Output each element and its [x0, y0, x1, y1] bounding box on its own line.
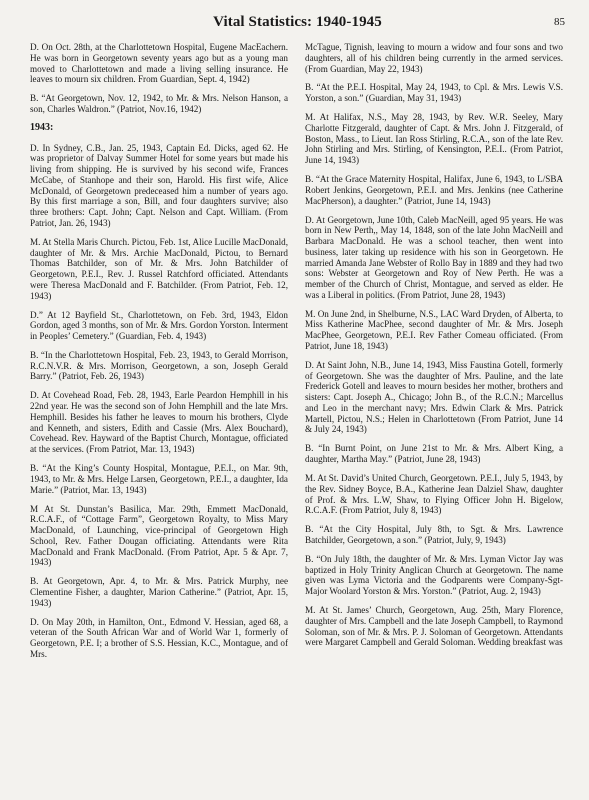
entry-macdonald-marriage: M At St. Dunstan’s Basilica, Mar. 29th, Emmett MacDonald, R.C.A.F., of “Cottage Farm”, Georgetown Royalty, to Miss Mary MacDonald, of Launching, vice-principal of Georgetown High School, Rev. Father Dougan officiating. Attendants were Rita MacDonald and Frank MacDonald. (From Patriot, Apr. 5 & Apr. 7, 1943) [30, 503, 288, 568]
entry-murphy-birth: B. At Georgetown, Apr. 4, to Mr. & Mrs. Patrick Murphy, nee Clementine Fisher, a daughter, Marion Catherine.” (Patriot, Apr. 15, 1943) [30, 576, 288, 608]
entry-shaw-bigelow-marriage: M. At St. David’s United Church, Georgetown. P.E.I., July 5, 1943, by the Rev. Sidney Boyce, B.A., Katherine Jean Dalziel Shaw, daughter of Prof. & Mrs. L.W, Shaw, to Flying Officer John H. Bigelow, R.C.A.F. (From Patriot, July 8, 1943) [305, 473, 563, 516]
year-heading-1943: 1943: [30, 121, 54, 133]
entry-campbell-soloman-marriage: M. At St. James’ Church, Georgetown, Aug. 25th, Mary Florence, daughter of Mrs. Campbell and the late Joseph Campbell, to Raymond Soloman, son of Mr. & Mrs. P. J. Soloman of Georgetown. Attendants were Margaret Campbell and Gerald Soloman. Wedding breakfast was [305, 605, 563, 648]
entry-jay-baptism: B. “On July 18th, the daughter of Mr. & Mrs. Lyman Victor Jay was baptized in Holy Trinity Anglican Church at Georgetown. The name given was Lyma Victoria and the Godparents were Company-Sgt-Major Woolard Yorston & Mrs. Yorston.” (Patriot, Aug. 2, 1943) [305, 553, 563, 597]
page-number: 85 [554, 16, 565, 28]
entry-eugene-maceachern: D. On Oct. 28th, at the Charlottetown Hospital, Eugene MacEachern. He was born in Georgetown seventy years ago but as a young man moved to Charlottetown and made a living selling insurance. He leaves to mourn six children. From Guardian, Sept. 4, 1942) [30, 42, 288, 85]
page-title: Vital Statistics: 1940-1945 [213, 14, 382, 30]
entry-king-birth: B. “In Burnt Point, on June 21st to Mr. & Mrs. Albert King, a daughter, Martha May.” (Patriot, June 28, 1943) [305, 443, 563, 465]
entry-yorston-birth: B. “At the P.E.I. Hospital, May 24, 1943, to Cpl. & Mrs. Lewis V.S. Yorston, a son.” (Guardian, May 31, 1943) [305, 82, 563, 104]
entry-macdonald-batchilder-marriage: M. At Stella Maris Church. Pictou, Feb. 1st, Alice Lucille MacDonald, daughter of Mr. & Mrs. Archie MacDonald, Pictou, to Bernard Thomas Batchilder, son of Mr. & Mrs. John Batchilder of Georgetown, P.E.I., Rev. J. Russel Ratchford officiated. Attendants were Theresa MacDonald and F. Batchilder. (From Patriot, Feb. 12, 1943) [30, 236, 288, 301]
page-header [30, 14, 565, 34]
right-column [305, 42, 563, 656]
entry-hessian-death: D. On May 20th, in Hamilton, Ont., Edmond V. Hessian, aged 68, a veteran of the South African War and of World War 1, formerly of Georgetown, P.E. I; a brother of S.S. Hessian, K.C., Montague, and of Mrs. [30, 616, 288, 659]
entry-jenkins-birth: B. “At the Grace Maternity Hospital, Halifax, June 6, 1943, to L/SBA Robert Jenkins, Georgetown, P.E.I. and Mrs. Jenkins (nee Catherine MacPherson), a daughter.” (Patriot, June 14, 1943) [305, 174, 563, 206]
entry-faustina-gotell: D. At Saint John, N.B., June 14, 1943, Miss Faustina Gotell, formerly of Georgetown. She was the daughter of Mrs. Pauline, and the late Frederick Gotell and leaves to mourn besides her mother, brothers and sisters: Capt. Joseph A., Chicago; John B., of the R.C.N.; Marcellus and Leo in the merchant navy; Mrs. Edwin Clark & Mrs. Patrick Martell, Pictou, N.S.; Helen in Charlottetown (From Patriot, June 14 & July 24, 1943) [305, 359, 563, 435]
entry-ed-dicks: D. In Sydney, C.B., Jan. 25, 1943, Captain Ed. Dicks, aged 62. He was proprietor of Dalvay Summer Hotel for some years but made his living from shipping. He is survived by his second wife, Frances McCabe, of Stanhope and their son, Harold. His first wife, Alice McDonald, of Georgetown predeceased him a number of years ago. By this first marriage a son, Bill, and four daughters survive; also three brothers: Capt. John; Capt. Nelson and Capt. William. (From Patriot, Jan. 26, 1943) [30, 142, 288, 228]
entry-eldon-yorston: D.” At 12 Bayfield St., Charlottetown, on Feb. 3rd, 1943, Eldon Gordon, aged 3 months, son of Mr. & Mrs. Gordon Yorston. Interment in Peoples’ Cemetery.” (Guardian, Feb. 4, 1943) [30, 309, 288, 341]
entry-earle-hemphill: D. At Covehead Road, Feb. 28, 1943, Earle Peardon Hemphill in his 22nd year. He was the second son of John Hemphill and the late Mrs. Hemphill. Besides his father he leaves to mourn his brothers, Clyde and Kenneth, and sisters, Edith and Cassie (Mrs. Alex Bouchard), Covehead. Rev. Hayward of the Baptist Church, Montague, officiated at the services. (From Patriot, Mar. 13, 1943) [30, 390, 288, 455]
entry-hessian-continued: McTague, Tignish, leaving to mourn a widow and four sons and two daughters, all of his children being currently in the armed services. (From Guardian, May 22, 1943) [305, 42, 563, 74]
entry-caleb-macneill: D. At Georgetown, June 10th, Caleb MacNeill, aged 95 years. He was born in New Perth,, May 14, 1848, son of the late John MacNeill and Barbara MacDonald. He was a school teacher, then went into business, later taking up residence with his son in Georgetown. He married Amanda Jane Webster of Rollo Bay in 1889 and they had two sons: Webster at Georgetown and Roy of New Perth. He was a member of the Church of Christ, Montague, and served as elder. He was a Liberal in politics. (From Patriot, June 28, 1943) [305, 214, 563, 300]
entry-batchilder-birth: B. “At the City Hospital, July 8th, to Sgt. & Mrs. Lawrence Batchilder, Georgetown, a son.” (Patriot, July, 9, 1943) [305, 524, 563, 545]
entry-fitzgerald-stirling-marriage: M. At Halifax, N.S., May 28, 1943, by Rev. W.R. Seeley, Mary Charlotte Fitzgerald, daughter of Capt. & Mrs. John J. Fitzgerald, of Boston, Mass., to Lieut. Ian Ross Stirling, R.C.A., son of the late Rev. John Stirling and Mrs. Stirling, of Kensington, P.E.I.. (From Patriot, June 14, 1943) [305, 112, 563, 166]
entry-hanson-birth: B. “At Georgetown, Nov. 12, 1942, to Mr. & Mrs. Nelson Hanson, a son, Charles Waldron.” (Patriot, Nov.16, 1942) [30, 93, 288, 114]
entry-larsen-birth: B. “At the King’s County Hospital, Montague, P.E.I., on Mar. 9th, 1943, to Mr. & Mrs. Helge Larsen, Georgetown, P.E.I., a daughter, Ida Marie.” (Patriot, Mar. 13, 1943) [30, 463, 288, 495]
entry-morrison-birth: B. “In the Charlottetown Hospital, Feb. 23, 1943, to Gerald Morrison, R.C.N.V.R. & Mrs. Morrison, Georgetown, a son, Joseph Gerald Barry.” (Patriot, Feb. 26, 1943) [30, 349, 288, 382]
left-column [30, 42, 288, 668]
entry-dryden-macphee-marriage: M. On June 2nd, in Shelburne, N.S., LAC Ward Dryden, of Alberta, to Miss Katherine MacPhee, second daughter of Mr. & Mrs. Joseph MacPhee, Georgetown, P.E.I. Rev Father Comeau officiated. (From Patriot, June 18, 1943) [305, 308, 563, 351]
